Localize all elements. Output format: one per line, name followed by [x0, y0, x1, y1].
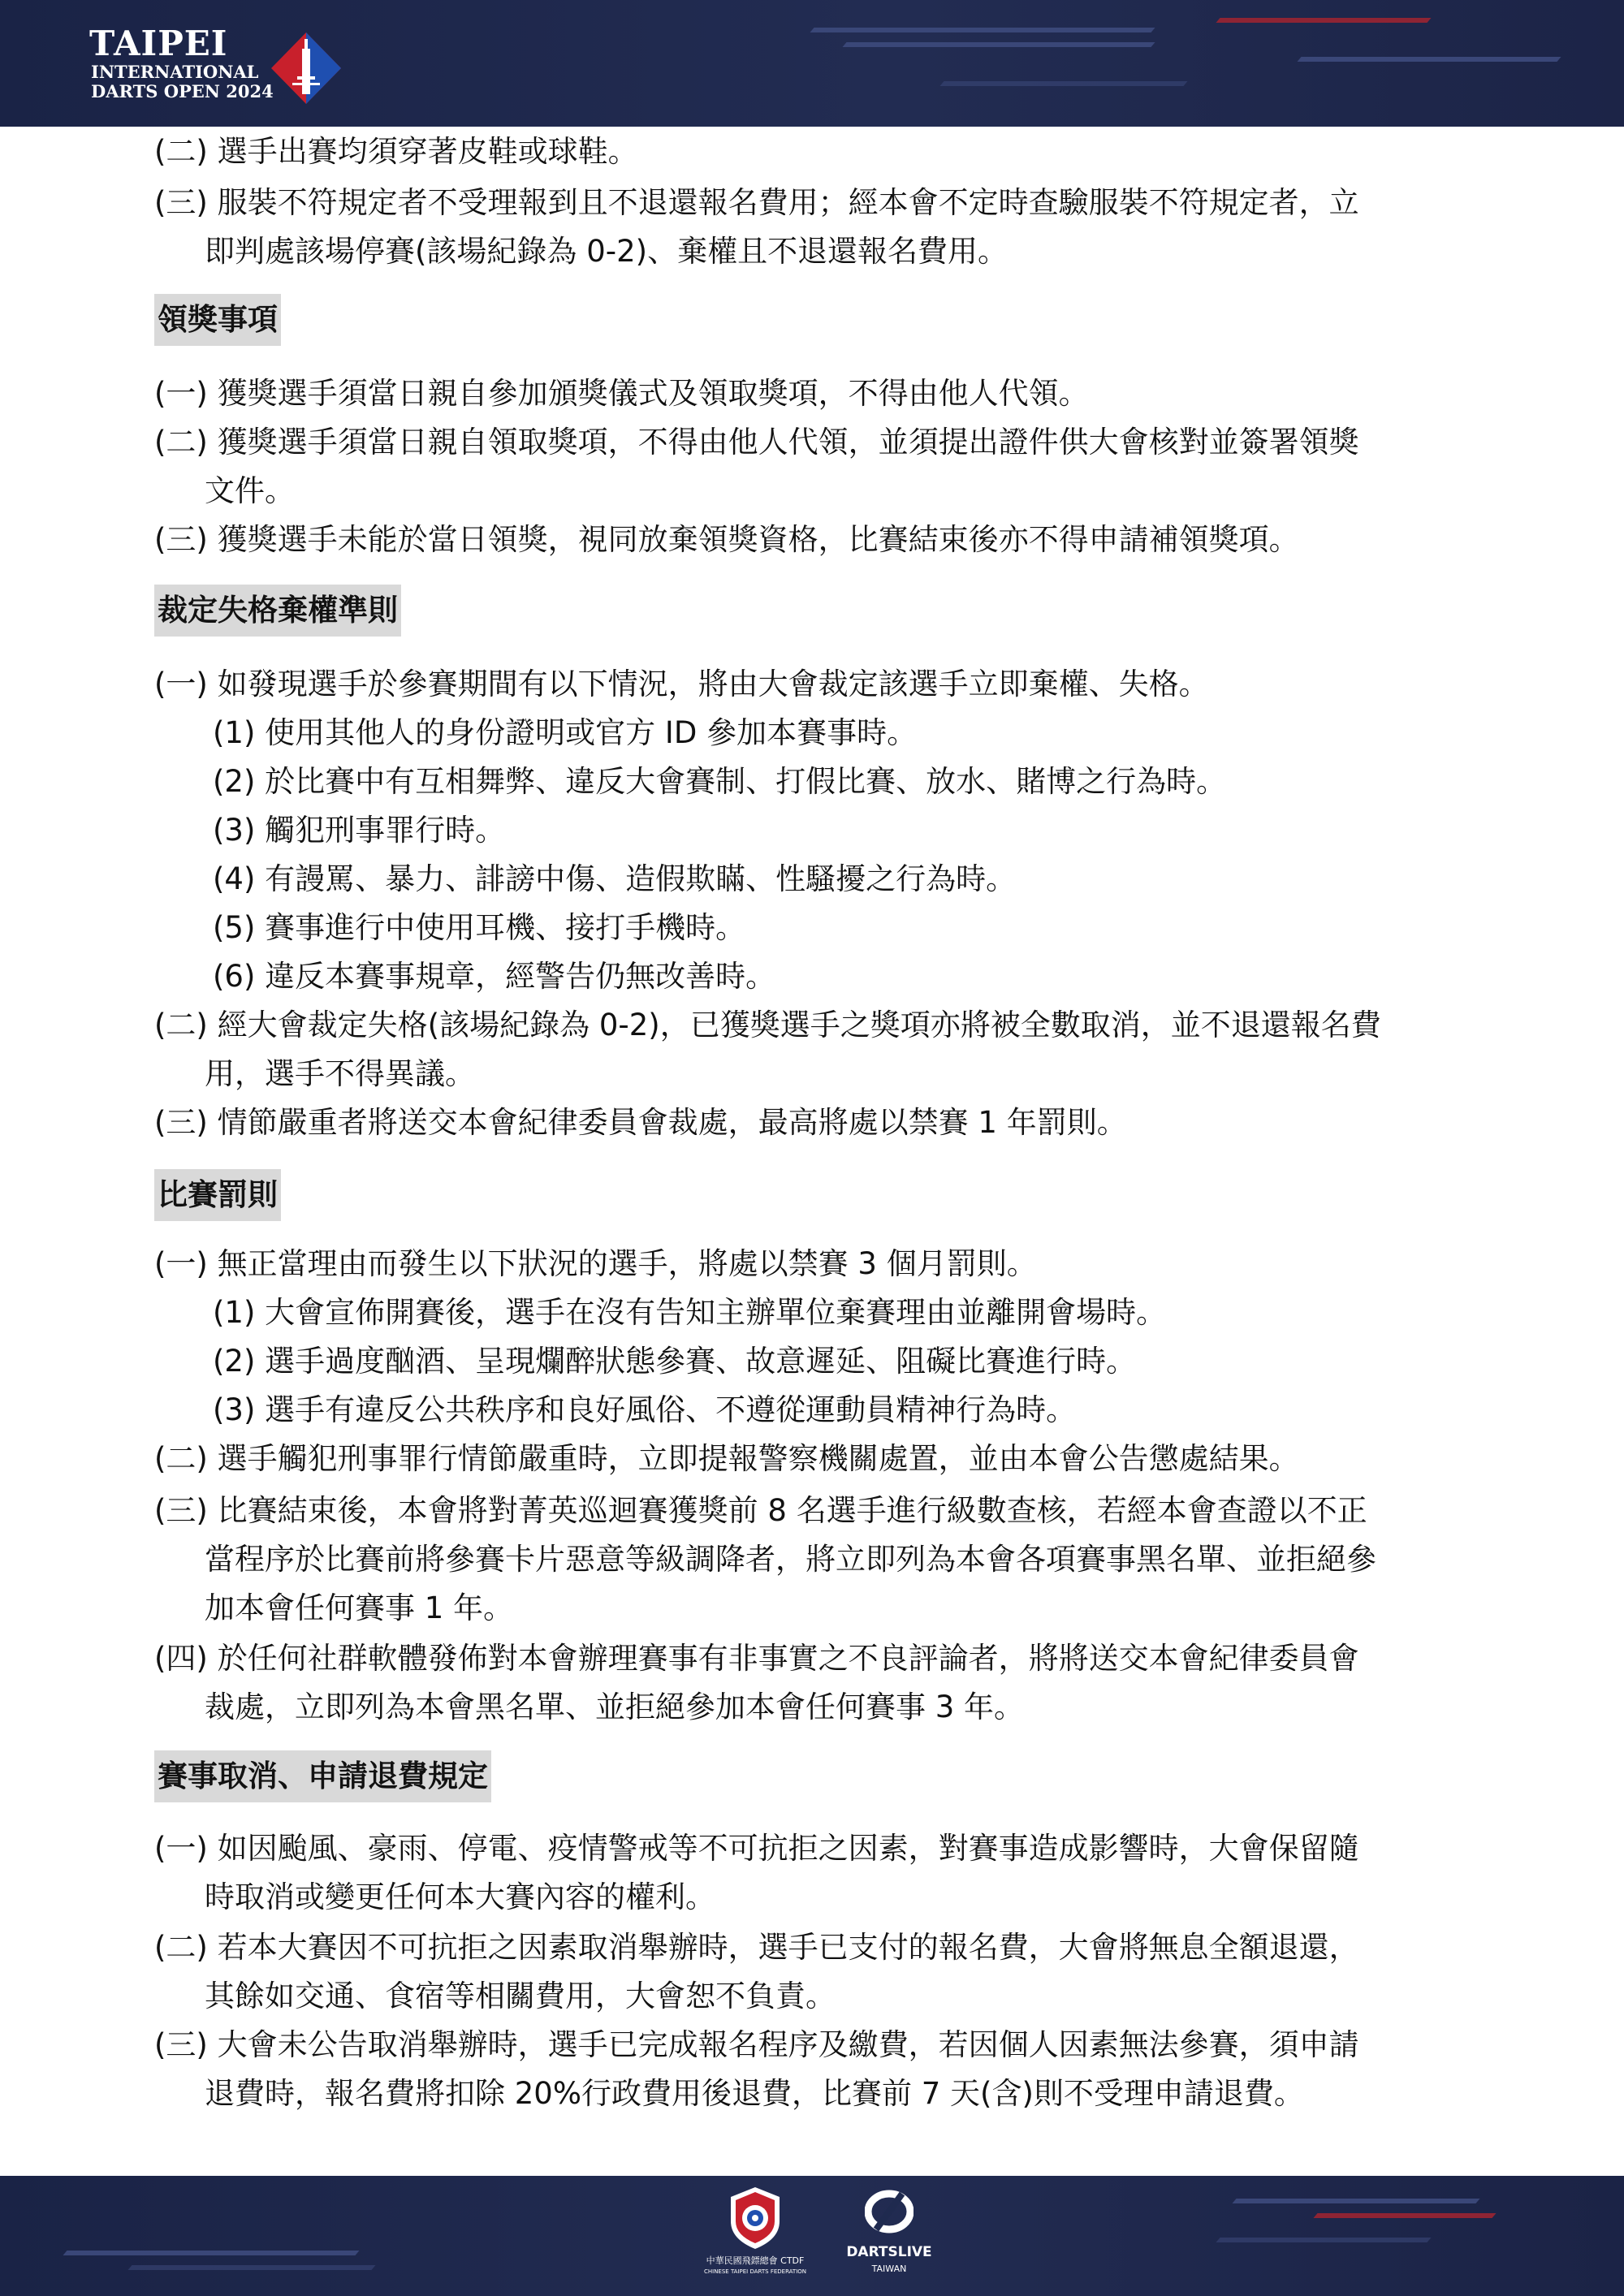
dartslive-region: TAIWAN — [871, 2264, 907, 2274]
section-heading-awards: 領獎事項 — [154, 294, 281, 346]
penalty-item-4-cont: 裁處，立即列為本會黑名單、並拒絕參加本會任何賽事 3 年。 — [205, 1690, 1025, 1724]
intro-item-3-cont: 即判處該場停賽(該場紀錄為 0-2)、棄權且不退還報名費用。 — [205, 234, 1009, 269]
dartslive-name: DARTSLIVE — [846, 2244, 932, 2260]
refund-item-1-cont: 時取消或變更任何本大賽內容的權利。 — [205, 1880, 715, 1914]
logo-subtitle-1: INTERNATIONAL — [91, 62, 259, 82]
taipei101-emblem-icon — [270, 31, 343, 106]
awards-item-3: (三) 獲獎選手未能於當日領獎，視同放棄領獎資格，比賽結束後亦不得申請補領獎項。 — [154, 522, 1299, 557]
ctdf-english-name: CHINESE TAIPEI DARTS FEDERATION — [703, 2268, 806, 2275]
logo-title: TAIPEI — [89, 24, 228, 63]
dq-item-2-cont: 用，選手不得異議。 — [205, 1056, 475, 1091]
refund-item-3-cont: 退費時，報名費將扣除 20%行政費用後退費，比賽前 7 天(含)則不受理申請退費。 — [205, 2076, 1304, 2111]
dartslive-logo — [836, 2187, 942, 2285]
penalty-item-4: (四) 於任何社群軟體發佈對本會辦理賽事有非事實之不良評論者，將將送交本會紀律委員會 — [154, 1641, 1359, 1676]
awards-item-1: (一) 獲獎選手須當日親自參加頒獎儀式及領取獎項，不得由他人代領。 — [154, 376, 1089, 411]
dq-subitem-5: (5) 賽事進行中使用耳機、接打手機時。 — [213, 910, 746, 945]
refund-item-1: (一) 如因颱風、豪雨、停電、疫情警戒等不可抗拒之因素，對賽事造成影響時，大會保留隨 — [154, 1831, 1359, 1866]
dq-subitem-2: (2) 於比賽中有互相舞弊、違反大會賽制、打假比賽、放水、賭博之行為時。 — [213, 764, 1227, 799]
refund-item-3: (三) 大會未公告取消舉辦時，選手已完成報名程序及繳費，若因個人因素無法參賽，須申請 — [154, 2027, 1359, 2062]
logo-subtitle-2: DARTS OPEN 2024 — [91, 81, 274, 101]
penalty-item-1: (一) 無正當理由而發生以下狀況的選手，將處以禁賽 3 個月罰則。 — [154, 1246, 1037, 1281]
dq-item-2: (二) 經大會裁定失格(該場紀錄為 0-2)，已獲獎選手之獎項亦將被全數取消，並不退還報名費 — [154, 1008, 1381, 1042]
dq-subitem-4: (4) 有謾罵、暴力、誹謗中傷、造假欺瞞、性騷擾之行為時。 — [213, 861, 1017, 896]
dq-subitem-3: (3) 觸犯刑事罪行時。 — [213, 813, 506, 848]
footer-banner — [0, 2176, 1624, 2296]
dq-subitem-1: (1) 使用其他人的身份證明或官方 ID 參加本賽事時。 — [213, 715, 918, 750]
dq-item-1: (一) 如發現選手於參賽期間有以下情況，將由大會裁定該選手立即棄權、失格。 — [154, 667, 1209, 701]
intro-item-3: (三) 服裝不符規定者不受理報到且不退還報名費用；經本會不定時查驗服裝不符規定者，立 — [154, 185, 1359, 220]
dq-subitem-6: (6) 違反本賽事規章，經警告仍無改善時。 — [213, 959, 776, 994]
dq-item-3: (三) 情節嚴重者將送交本會紀律委員會裁處，最高將處以禁賽 1 年罰則。 — [154, 1105, 1127, 1140]
penalty-subitem-3: (3) 選手有違反公共秩序和良好風俗、不遵從運動員精神行為時。 — [213, 1392, 1077, 1427]
intro-item-2: (二) 選手出賽均須穿著皮鞋或球鞋。 — [154, 134, 638, 169]
dartslive-emblem-icon — [865, 2187, 914, 2236]
awards-item-2: (二) 獲獎選手須當日親自領取獎項，不得由他人代領，並須提出證件供大會核對並簽署領獎 — [154, 425, 1359, 460]
penalty-item-3: (三) 比賽結束後，本會將對菁英巡迴賽獲獎前 8 名選手進行級數查核，若經本會查證以不正 — [154, 1493, 1367, 1528]
event-logo — [89, 26, 357, 107]
ctdf-name: 中華民國飛鏢總會 CTDF — [706, 2255, 805, 2266]
penalty-item-3-cont-1: 當程序於比賽前將參賽卡片惡意等級調降者，將立即列為本會各項賽事黑名單、並拒絕參 — [205, 1542, 1376, 1577]
section-heading-penalties: 比賽罰則 — [154, 1169, 281, 1221]
penalty-subitem-2: (2) 選手過度酗酒、呈現爛醉狀態參賽、故意遲延、阻礙比賽進行時。 — [213, 1344, 1137, 1379]
ctdf-logo — [690, 2186, 820, 2283]
refund-item-2: (二) 若本大賽因不可抗拒之因素取消舉辦時，選手已支付的報名費，大會將無息全額退還， — [154, 1930, 1359, 1965]
penalty-item-2: (二) 選手觸犯刑事罪行情節嚴重時，立即提報警察機關處置，並由本會公告懲處結果。 — [154, 1441, 1299, 1476]
header-banner — [0, 0, 1624, 127]
penalty-item-3-cont-2: 加本會任何賽事 1 年。 — [205, 1590, 514, 1625]
awards-item-2-cont: 文件。 — [205, 473, 295, 508]
section-heading-cancellation-refund: 賽事取消、申請退費規定 — [154, 1750, 491, 1802]
penalty-subitem-1: (1) 大會宣佈開賽後，選手在沒有告知主辦單位棄賽理由並離開會場時。 — [213, 1295, 1167, 1330]
refund-item-2-cont: 其餘如交通、食宿等相關費用，大會恕不負責。 — [205, 1979, 836, 2013]
ctdf-emblem-icon — [729, 2186, 781, 2251]
section-heading-disqualification: 裁定失格棄權準則 — [154, 585, 401, 637]
